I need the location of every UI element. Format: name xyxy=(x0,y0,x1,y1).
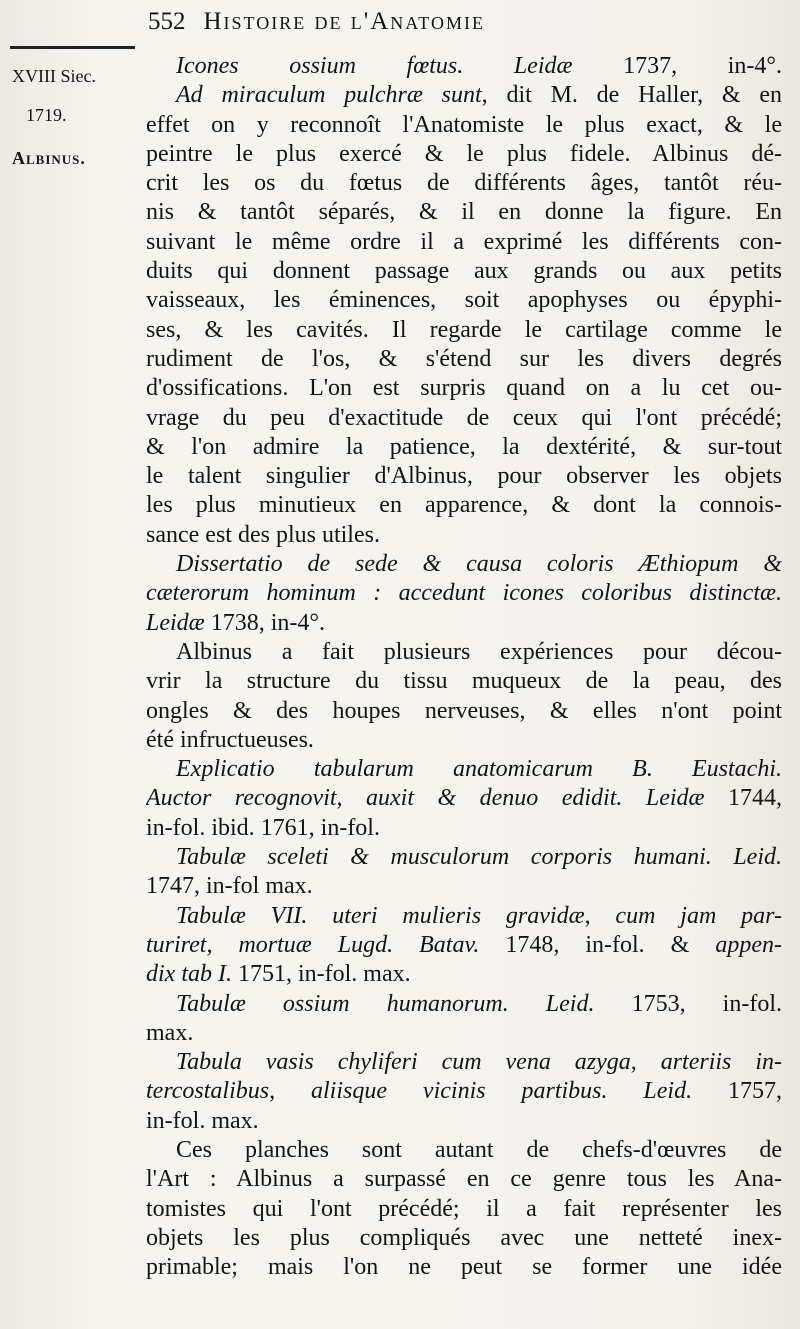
text-line: les plus minutieux en apparence, & dont la connois- xyxy=(146,492,782,519)
margin-note-author: Albinus. xyxy=(12,148,86,168)
text-line: cæterorum hominum : accedunt icones coloribus distinctæ. xyxy=(146,580,782,607)
text-line: Dissertatio de sede & causa coloris Æthiopum & xyxy=(176,551,782,578)
margin-rule xyxy=(10,46,135,49)
text-line: tercostalibus, aliisque vicinis partibus. Leid. 1757, xyxy=(146,1078,782,1105)
text-line: duits qui donnent passage aux grands ou aux petits xyxy=(146,258,782,285)
text-line: ses, & les cavités. Il regarde le cartilage comme le xyxy=(146,316,782,343)
text-line: Tabula vasis chyliferi cum vena azyga, arteriis in- xyxy=(176,1049,782,1076)
running-head xyxy=(148,8,788,48)
text-line: Auctor recognovit, auxit & denuo edidit. Leidæ 1744, xyxy=(146,785,782,812)
text-line: & l'on admire la patience, la dextérité, & sur-tout xyxy=(146,433,782,460)
text-line: Albinus a fait plusieurs expériences pour décou- xyxy=(176,638,782,665)
text-line: primable; mais l'on ne peut se former une idée xyxy=(146,1254,782,1281)
text-line: Leidæ 1738, in-4°. xyxy=(146,609,325,636)
text-line: vaisseaux, les éminences, soit apophyses ou épyphi- xyxy=(146,287,782,314)
text-line: Ad miraculum pulchræ sunt, dit M. de Haller, & en xyxy=(176,82,782,109)
text-line: peintre le plus exercé & le plus fidele. Albinus dé- xyxy=(146,140,782,167)
text-line: dix tab I. 1751, in-fol. max. xyxy=(146,961,411,988)
margin-note-year: 1719. xyxy=(26,105,67,125)
text-line: 1747, in-fol max. xyxy=(146,873,313,900)
text-line: crit les os du fœtus de différents âges, tantôt réu- xyxy=(146,170,782,197)
text-line: Tabulæ ossium humanorum. Leid. 1753, in-fol. xyxy=(176,990,782,1017)
text-line: d'ossifications. L'on est surpris quand on a lu cet ou- xyxy=(146,375,782,402)
text-line: Icones ossium fœtus. Leidæ 1737, in-4°. xyxy=(176,53,782,79)
text-line: Tabulæ VII. uteri mulieris gravidæ, cum jam par- xyxy=(176,902,782,929)
text-line: le talent singulier d'Albinus, pour observer les objets xyxy=(146,463,782,490)
text-line: sance est des plus utiles. xyxy=(146,521,380,548)
text-line: été infructueuses. xyxy=(146,726,314,753)
text-line: l'Art : Albinus a surpassé en ce genre tous les Ana- xyxy=(146,1166,782,1193)
text-line: Explicatio tabularum anatomicarum B. Eustachi. xyxy=(176,756,782,783)
text-line: max. xyxy=(146,1019,194,1046)
margin-note-century: XVIII Siec. xyxy=(12,66,96,86)
running-title: Histoire de l'Anatomie xyxy=(203,8,485,35)
body-text xyxy=(146,52,782,1282)
text-line: vrage du peu d'exactitude de ceux qui l'ont précédé; xyxy=(146,404,782,431)
text-line: turiret, mortuæ Lugd. Batav. 1748, in-fol. & appen- xyxy=(146,931,782,958)
text-line: tomistes qui l'ont précédé; il a fait représenter les xyxy=(146,1195,782,1222)
text-line: nis & tantôt séparés, & il en donne la figure. En xyxy=(146,199,782,226)
text-line: Ces planches sont autant de chefs-d'œuvres de xyxy=(176,1136,782,1163)
text-line: rudiment de l'os, & s'étend sur les divers degrés xyxy=(146,345,782,372)
text-line: in-fol. max. xyxy=(146,1107,259,1134)
text-line: objets les plus compliqués avec une netteté inex- xyxy=(146,1224,782,1251)
text-line: vrir la structure du tissu muqueux de la peau, des xyxy=(146,668,782,695)
text-line: Tabulæ sceleti & musculorum corporis humani. Leid. xyxy=(176,844,782,871)
page-number: 552 xyxy=(148,8,186,35)
text-line: ongles & des houpes nerveuses, & elles n'ont point xyxy=(146,697,782,724)
text-line: effet on y reconnoît l'Anatomiste le plus exact, & le xyxy=(146,111,782,138)
text-line: suivant le même ordre il a exprimé les différents con- xyxy=(146,228,782,255)
text-line: in-fol. ibid. 1761, in-fol. xyxy=(146,814,380,841)
